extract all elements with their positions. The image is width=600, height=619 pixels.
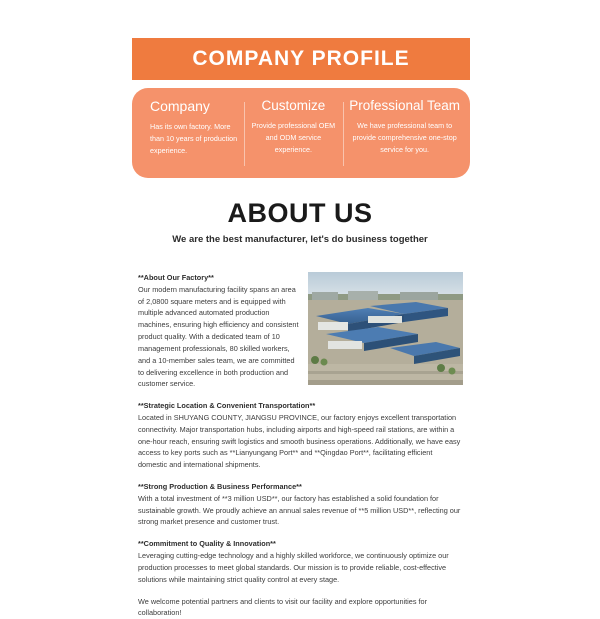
about-us-heading: ABOUT US [0,198,600,229]
paragraph-quality-innovation [138,538,463,585]
feature-card [132,88,470,178]
about-us-subheading: We are the best manufacturer, let's do business together [0,234,600,245]
feature-text-professional-team: We have professional team to provide comprehensive one-stop service for you. [349,120,460,156]
paragraph-closing-invitation [138,596,463,619]
paragraph-body: Leveraging cutting-edge technology and a highly skilled workforce, we continuously optimize our production processes to meet global standards. Our mission is to provide reliable, cost-effective solutions while maintaining strict quality control at every stage. [138,551,449,584]
feature-column-professional-team [343,98,466,170]
paragraph-heading: **About Our Factory** [138,272,301,284]
paragraph-body: We welcome potential partners and clients to visit our facility and explore opportunities for collaboration! [138,597,427,618]
paragraph-production-performance [138,481,463,528]
paragraph-heading: **Commitment to Quality & Innovation** [138,538,463,550]
about-body-text [138,272,463,619]
feature-column-customize [244,98,344,170]
paragraph-body: With a total investment of **3 million USD**, our factory has established a solid foundation for sustainable growth. We proudly achieve an annual sales revenue of **5 million USD**, reflecting our strong market presence and customer trust. [138,494,460,527]
paragraph-body: Our modern manufacturing facility spans an area of 2,0800 square meters and is equipped with multiple advanced automated production machines, ensuring high efficiency and consistent product quality. With a dedicated team of 10 management professionals, 80 skilled workers, and a 10-member sales team, we are committed to delivering excellence in both production and customer service. [138,285,299,389]
feature-title-professional-team: Professional Team [349,98,460,113]
feature-title-company: Company [150,98,238,114]
feature-title-customize: Customize [250,98,338,113]
paragraph-strategic-location [138,400,463,471]
paragraph-heading: **Strategic Location & Convenient Transportation** [138,400,463,412]
paragraph-heading: **Strong Production & Business Performance** [138,481,463,493]
paragraph-body: Located in SHUYANG COUNTY, JIANGSU PROVINCE, our factory enjoys excellent transportation connectivity. Major transportation hubs, including airports and high-speed rail stations, are within a one-hour reach, ensuring swift logistics and smooth business operations. Additionally, we have easy access to key ports such as **Lianyungang Port** and **Qingdao Port**, facilitating efficient domestic and international shipments. [138,413,460,469]
banner-title: COMPANY PROFILE [192,47,409,71]
feature-text-company: Has its own factory. More than 10 years of production experience. [150,121,238,157]
feature-column-company [136,98,244,170]
company-profile-banner [132,38,470,80]
paragraph-about-our-factory [138,272,301,390]
feature-text-customize: Provide professional OEM and ODM service experience. [250,120,338,156]
